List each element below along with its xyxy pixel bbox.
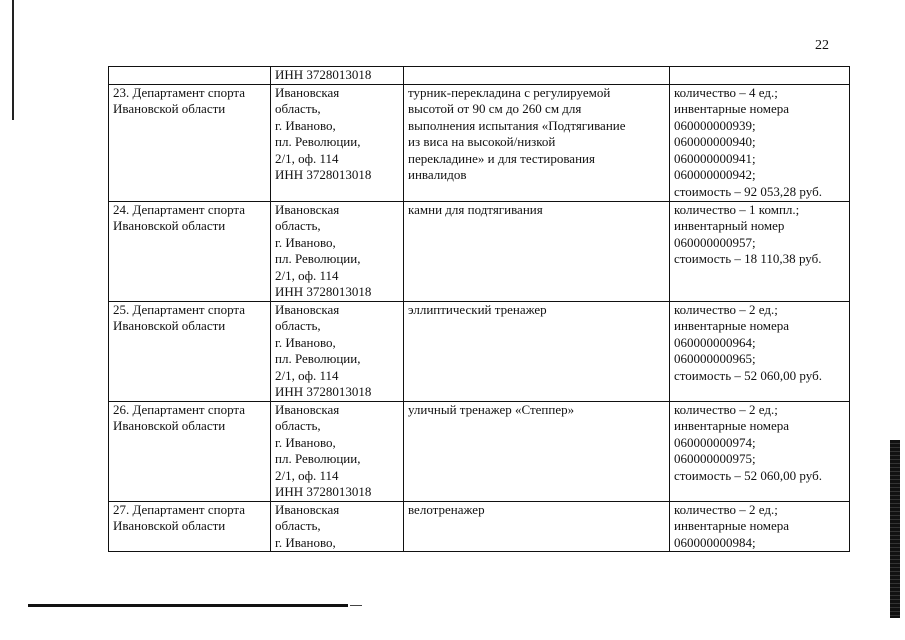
address-cell: Ивановская область, г. Иваново,	[271, 501, 404, 552]
address-cell	[271, 67, 404, 85]
details-cell	[670, 67, 850, 85]
address-cell: Ивановская область, г. Иваново, пл. Революции, 2/1, оф. 114 ИНН 3728013018	[271, 301, 404, 401]
item-cell: уличный тренажер «Степпер»	[404, 401, 670, 501]
org-cell: 27. Департамент спорта Ивановской области	[109, 501, 271, 552]
org-cell: 25. Департамент спорта Ивановской области	[109, 301, 271, 401]
table-row	[109, 84, 850, 201]
table-row	[109, 501, 850, 552]
cost-line: стоимость – 92 053,28 руб.	[674, 183, 822, 199]
table-row-continuation	[109, 67, 850, 85]
cost-line: стоимость – 52 060,00 руб.	[674, 367, 822, 383]
footnote-rule	[28, 604, 348, 607]
org-cell: 24. Департамент спорта Ивановской области	[109, 201, 271, 301]
table-row	[109, 401, 850, 501]
item-cell: турник-перекладина с регулируемой высотой от 90 см до 260 см для выполнения испытания «Подтягивание из виса на высокой/низкой перекладине» и для тестирования инвалидов	[404, 84, 670, 201]
item-cell: камни для подтягивания	[404, 201, 670, 301]
org-cell: 26. Департамент спорта Ивановской области	[109, 401, 271, 501]
details-cell: количество – 2 ед.; инвентарные номера 060000000974; 060000000975; стоимость – 52 060,00 руб.	[670, 401, 850, 501]
scan-edge-bar	[890, 440, 900, 618]
address-cell: Ивановская область, г. Иваново, пл. Революции, 2/1, оф. 114 ИНН 3728013018	[271, 401, 404, 501]
details-cell: количество – 2 ед.; инвентарные номера 060000000984;	[670, 501, 850, 552]
cost-line: стоимость – 52 060,00 руб.	[674, 467, 822, 483]
page-number: 22	[815, 38, 829, 53]
item-cell: эллиптический тренажер	[404, 301, 670, 401]
property-table	[108, 66, 850, 552]
org-cell	[109, 67, 271, 85]
inn-text: ИНН 3728013018	[275, 67, 372, 82]
details-cell: количество – 1 компл.; инвентарный номер 060000000957; стоимость – 18 110,38 руб.	[670, 201, 850, 301]
details-cell: количество – 4 ед.; инвентарные номера 060000000939; 060000000940; 060000000941; 060000000942; стоимость – 92 053,28 руб.	[670, 84, 850, 201]
cost-line: стоимость – 18 110,38 руб.	[674, 251, 822, 266]
details-cell: количество – 2 ед.; инвентарные номера 060000000964; 060000000965; стоимость – 52 060,00 руб.	[670, 301, 850, 401]
address-cell: Ивановская область, г. Иваново, пл. Революции, 2/1, оф. 114 ИНН 3728013018	[271, 84, 404, 201]
footnote-rule-tail	[350, 605, 362, 606]
address-cell: Ивановская область, г. Иваново, пл. Революции, 2/1, оф. 114 ИНН 3728013018	[271, 201, 404, 301]
table-row	[109, 301, 850, 401]
table-row	[109, 201, 850, 301]
item-cell	[404, 67, 670, 85]
org-cell: 23. Департамент спорта Ивановской области	[109, 84, 271, 201]
item-cell: велотренажер	[404, 501, 670, 552]
scan-margin-line	[12, 0, 14, 120]
